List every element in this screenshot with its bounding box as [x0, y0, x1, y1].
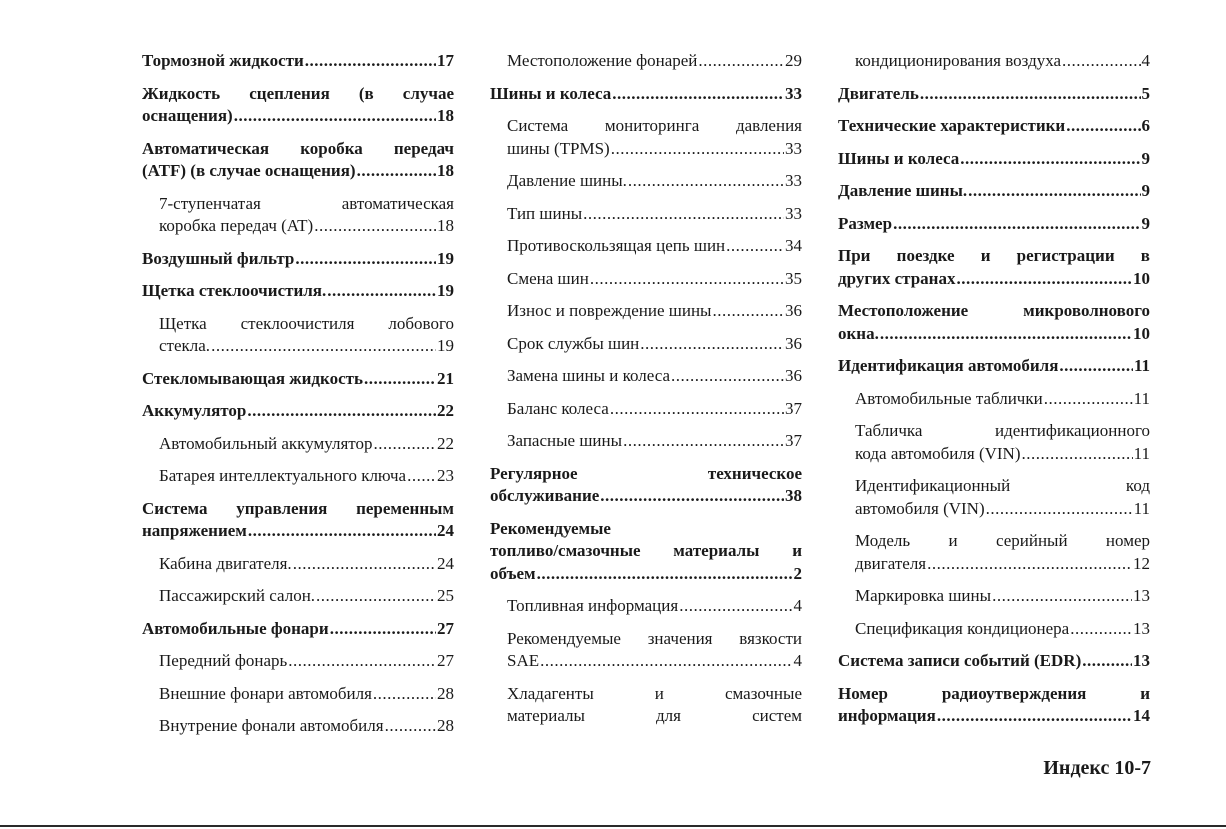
bottom-rule: [0, 825, 1226, 827]
page-number: 9: [1141, 213, 1150, 233]
entry-last-line: [507, 300, 802, 323]
dot-leader: [880, 323, 1132, 346]
entry-last-line: [159, 433, 454, 456]
entry-last-line: [507, 50, 802, 73]
entry-last-line: [855, 553, 1150, 576]
dot-leader: [1070, 618, 1132, 641]
index-heading-entry: [838, 683, 1150, 728]
page-number: 18: [437, 161, 454, 180]
entry-last-line: [142, 105, 454, 128]
entry-line: Рекомендуемые значения вязкости: [507, 628, 802, 648]
dot-leader: [293, 553, 436, 576]
page-number: 14: [1133, 706, 1150, 725]
index-heading-entry: [838, 245, 1150, 290]
page-number: 33: [785, 83, 802, 103]
dot-leader: [698, 50, 784, 73]
index-sub-entry: [142, 585, 454, 608]
entry-last-line: [838, 650, 1150, 673]
entry-line: Регулярное техническое: [490, 463, 802, 483]
index-sub-entry: [142, 465, 454, 488]
dot-leader: [610, 398, 784, 421]
entry-title: Кабина двигателя.: [159, 553, 292, 573]
page-number: 10: [1133, 323, 1150, 343]
entry-line: Идентификационный код: [855, 476, 1150, 495]
entry-title: Батарея интеллектуального ключа: [159, 466, 407, 485]
entry-title: двигателя: [855, 553, 927, 573]
page-number: 11: [1133, 443, 1150, 463]
index-heading-entry: [838, 148, 1150, 171]
index-sub-entry: [490, 50, 802, 73]
dot-leader: [992, 585, 1132, 608]
entry-last-line: [507, 138, 802, 161]
page-number: 4: [793, 651, 802, 670]
entry-title: Пассажирский салон.: [159, 586, 316, 605]
page-number: 4: [793, 596, 802, 615]
entry-title: Щетка стеклоочистиля.: [142, 281, 327, 300]
index-sub-entry: [838, 50, 1150, 73]
entry-last-line: [838, 355, 1150, 378]
entry-last-line: [159, 215, 454, 238]
page-number: 38: [785, 486, 802, 505]
entry-title: шины (TPMS): [507, 138, 610, 158]
entry-title: автомобиля (VIN): [855, 498, 985, 518]
entry-title: Противоскользящая цепь шин: [507, 236, 726, 255]
entry-last-line: [507, 430, 802, 453]
entry-title: SAE: [507, 651, 540, 670]
dot-leader: [540, 650, 792, 673]
entry-last-line: [490, 563, 802, 586]
page-number: 33: [785, 171, 802, 190]
index-sub-entry: [142, 193, 454, 238]
dot-leader: [305, 50, 436, 73]
entry-last-line: [159, 650, 454, 673]
index-sub-entry: [490, 628, 802, 673]
entry-line: Табличка идентификационного: [855, 421, 1150, 440]
dot-leader: [1044, 388, 1133, 411]
index-sub-entry: [142, 313, 454, 358]
entry-last-line: [855, 618, 1150, 641]
page-number: 33: [785, 203, 802, 223]
entry-title: стекла.: [159, 336, 211, 355]
dot-leader: [407, 465, 436, 488]
entry-title: Внешние фонари автомобиля: [159, 683, 372, 703]
index-heading-entry: [142, 83, 454, 128]
entry-last-line: [159, 335, 454, 358]
entry-last-line: [838, 148, 1150, 171]
entry-last-line: [507, 398, 802, 421]
entry-line: Хладагенты и смазочные: [507, 683, 802, 703]
index-heading-entry: [142, 400, 454, 423]
entry-title: (ATF) (в случае оснащения): [142, 161, 356, 180]
entry-title: Передний фонарь: [159, 651, 288, 670]
page-number: 37: [785, 431, 802, 450]
page-number: 34: [785, 236, 802, 255]
entry-title: Смена шин: [507, 268, 589, 288]
page-number: 35: [785, 268, 802, 288]
entry-title: Идентификация автомобиля: [838, 356, 1059, 375]
dot-leader: [628, 170, 784, 193]
index-column-2: [490, 50, 802, 738]
entry-last-line: [838, 268, 1150, 291]
index-heading-entry: [142, 498, 454, 543]
dot-leader: [611, 138, 784, 161]
index-sub-entry: [490, 333, 802, 356]
page-number: 10: [1133, 268, 1150, 288]
index-heading-entry: [838, 650, 1150, 673]
entry-last-line: [142, 160, 454, 183]
dot-leader: [234, 105, 436, 128]
entry-last-line: [507, 170, 802, 193]
page-number: 36: [785, 301, 802, 320]
page-number: 19: [437, 336, 454, 355]
dot-leader: [937, 705, 1132, 728]
dot-leader: [1062, 50, 1140, 73]
dot-leader: [364, 368, 436, 391]
entry-last-line: [838, 115, 1150, 138]
dot-leader: [288, 650, 436, 673]
entry-title: Внутрение фонали автомобиля: [159, 716, 384, 735]
entry-last-line: [159, 465, 454, 488]
index-heading-entry: [490, 518, 802, 586]
entry-title: Автомобильные таблички: [855, 388, 1043, 408]
entry-title: других странах: [838, 268, 956, 288]
index-sub-entry: [490, 430, 802, 453]
dot-leader: [248, 520, 436, 543]
entry-line: Рекомендуемые: [490, 518, 611, 538]
index-sub-entry: [838, 420, 1150, 465]
entry-line: топливо/смазочные материалы и: [490, 541, 802, 560]
dot-leader: [671, 365, 784, 388]
entry-last-line: [838, 323, 1150, 346]
page-number: 18: [437, 106, 454, 125]
index-sub-entry: [490, 300, 802, 323]
index-sub-entry: [490, 203, 802, 226]
index-sub-entry: [142, 433, 454, 456]
entry-line: Модель и серийный номер: [855, 531, 1150, 550]
index-sub-entry: [490, 398, 802, 421]
entry-last-line: [507, 650, 802, 673]
index-heading-entry: [142, 248, 454, 271]
index-column-3: [838, 50, 1150, 738]
entry-title: информация: [838, 706, 936, 725]
entry-line: Номер радиоутверждения и: [838, 683, 1150, 703]
entry-title: Топливная информация: [507, 596, 679, 615]
entry-last-line: [507, 268, 802, 291]
entry-last-line: [855, 585, 1150, 608]
dot-leader: [1082, 650, 1132, 673]
index-heading-entry: [142, 368, 454, 391]
entry-title: Давление шины.: [507, 171, 627, 190]
entry-last-line: [838, 213, 1150, 236]
entry-title: Местоположение фонарей: [507, 51, 698, 70]
index-heading-entry: [142, 618, 454, 641]
index-heading-entry: [838, 355, 1150, 378]
dot-leader: [590, 268, 784, 291]
index-sub-entry: [490, 115, 802, 160]
page-number: 13: [1133, 586, 1150, 605]
page-number: 19: [437, 281, 454, 300]
entry-title: Размер: [838, 213, 893, 233]
entry-title: Технические характеристики: [838, 116, 1066, 135]
index-sub-entry: [142, 650, 454, 673]
entry-title: кондиционирования воздуха: [855, 51, 1062, 70]
page-number: 33: [785, 138, 802, 158]
entry-title: Стекломывающая жидкость: [142, 368, 363, 388]
page-number: 5: [1141, 83, 1150, 103]
page-number: 11: [1133, 356, 1150, 375]
page-number: 21: [437, 368, 454, 388]
page-number: 9: [1141, 148, 1150, 168]
index-sub-entry: [142, 683, 454, 706]
entry-title: Аккумулятор: [142, 401, 247, 420]
page-number: 36: [785, 333, 802, 353]
entry-title: объем: [490, 563, 536, 583]
index-heading-entry: [838, 115, 1150, 138]
page-number: 2: [793, 563, 802, 583]
entry-title: окна.: [838, 323, 879, 343]
entry-last-line: [838, 705, 1150, 728]
dot-leader: [583, 203, 784, 226]
entry-title: Баланс колеса: [507, 398, 609, 418]
dot-leader: [1021, 443, 1132, 466]
index-sub-entry: [838, 585, 1150, 608]
index-sub-entry: [490, 683, 802, 728]
entry-title: напряжением: [142, 521, 247, 540]
entry-title: Спецификация кондиционера: [855, 618, 1070, 638]
entry-line: При поездке и регистрации в: [838, 246, 1150, 265]
dot-leader: [612, 83, 784, 106]
entry-title: коробка передач (AT): [159, 216, 314, 235]
page-number: 4: [1141, 51, 1150, 70]
entry-line: материалы для систем: [507, 706, 802, 725]
entry-title: оснащения): [142, 106, 233, 125]
entry-last-line: [838, 180, 1150, 203]
entry-last-line: [159, 715, 454, 738]
page-number: 6: [1141, 116, 1150, 135]
entry-line: Местоположение микроволнового: [838, 301, 1150, 320]
entry-last-line: [142, 248, 454, 271]
entry-line: Автоматическая коробка передач: [142, 138, 454, 158]
page-number: 27: [437, 651, 454, 670]
page-footer: Индекс 10-7: [1043, 757, 1151, 779]
entry-title: Износ и повреждение шины: [507, 301, 712, 320]
index-heading-entry: [142, 280, 454, 303]
index-heading-entry: [142, 50, 454, 73]
entry-last-line: [855, 498, 1150, 521]
entry-last-line: [142, 280, 454, 303]
index-sub-entry: [490, 235, 802, 258]
entry-last-line: [838, 83, 1150, 106]
entry-last-line: [490, 485, 802, 508]
dot-leader: [316, 585, 436, 608]
index-heading-entry: [142, 138, 454, 183]
entry-last-line: [159, 553, 454, 576]
dot-leader: [211, 335, 436, 358]
entry-title: Система записи событий (EDR): [838, 651, 1082, 670]
dot-leader: [712, 300, 784, 323]
entry-title: Давление шины.: [838, 181, 968, 200]
index-heading-entry: [490, 83, 802, 106]
index-sub-entry: [838, 388, 1150, 411]
entry-last-line: [142, 520, 454, 543]
dot-leader: [385, 715, 436, 738]
index-sub-entry: [490, 268, 802, 291]
entry-last-line: [507, 595, 802, 618]
dot-leader: [893, 213, 1140, 236]
page-number: 28: [437, 683, 454, 703]
index-sub-entry: [142, 553, 454, 576]
entry-line: Система мониторинга давления: [507, 116, 802, 135]
page-number: 19: [437, 248, 454, 268]
page-number: 22: [437, 401, 454, 420]
page-number: 9: [1141, 181, 1150, 200]
entry-last-line: [142, 618, 454, 641]
entry-title: обслуживание: [490, 486, 600, 505]
dot-leader: [1059, 355, 1133, 378]
entry-title: Замена шины и колеса: [507, 366, 670, 385]
page-number: 13: [1133, 651, 1150, 670]
page-number: 29: [785, 51, 802, 70]
dot-leader: [968, 180, 1140, 203]
entry-line: Жидкость сцепления (в случае: [142, 83, 454, 103]
entry-title: Тормозной жидкости: [142, 51, 304, 70]
entry-line: Щетка стеклоочистиля лобового: [159, 313, 454, 333]
index-sub-entry: [142, 715, 454, 738]
dot-leader: [726, 235, 784, 258]
page-number: 37: [785, 398, 802, 418]
page-number: 24: [437, 521, 454, 540]
dot-leader: [330, 618, 436, 641]
dot-leader: [314, 215, 436, 238]
index-column-1: [142, 50, 454, 748]
page-number: 17: [437, 51, 454, 70]
dot-leader: [679, 595, 792, 618]
index-sub-entry: [490, 365, 802, 388]
entry-last-line: [507, 365, 802, 388]
entry-last-line: [855, 50, 1150, 73]
page-number: 13: [1133, 618, 1150, 638]
page-number: 23: [437, 466, 454, 485]
entry-title: Автомобильный аккумулятор: [159, 433, 373, 453]
index-sub-entry: [490, 170, 802, 193]
page-number: 22: [437, 433, 454, 453]
entry-last-line: [490, 83, 802, 106]
dot-leader: [537, 563, 793, 586]
entry-title: Срок службы шин: [507, 333, 640, 353]
page-number: 27: [437, 618, 454, 638]
dot-leader: [623, 430, 784, 453]
entry-line: 7-ступенчатая автоматическая: [159, 193, 454, 213]
entry-title: Тип шины: [507, 203, 583, 223]
entry-title: Автомобильные фонари: [142, 618, 329, 638]
dot-leader: [986, 498, 1133, 521]
entry-last-line: [855, 443, 1150, 466]
entry-last-line: [159, 585, 454, 608]
dot-leader: [327, 280, 436, 303]
page-number: 12: [1133, 553, 1150, 573]
page-number: 25: [437, 586, 454, 605]
entry-title: Шины и колеса: [838, 148, 960, 168]
dot-leader: [640, 333, 784, 356]
entry-line: Система управления переменным: [142, 498, 454, 518]
entry-title: Воздушный фильтр: [142, 248, 295, 268]
page-number: 36: [785, 366, 802, 385]
index-heading-entry: [838, 300, 1150, 345]
entry-title: Шины и колеса: [490, 83, 612, 103]
index-heading-entry: [490, 463, 802, 508]
page-number: 24: [437, 553, 454, 573]
dot-leader: [960, 148, 1140, 171]
entry-last-line: [159, 683, 454, 706]
dot-leader: [295, 248, 436, 271]
page-number: 11: [1133, 388, 1150, 408]
index-heading-entry: [838, 180, 1150, 203]
entry-last-line: [142, 400, 454, 423]
page-number: 18: [437, 216, 454, 235]
dot-leader: [1066, 115, 1140, 138]
index-sub-entry: [838, 530, 1150, 575]
dot-leader: [956, 268, 1132, 291]
entry-title: кода автомобиля (VIN): [855, 443, 1021, 463]
index-sub-entry: [838, 475, 1150, 520]
dot-leader: [920, 83, 1141, 106]
dot-leader: [927, 553, 1132, 576]
entry-last-line: [507, 235, 802, 258]
dot-leader: [247, 400, 436, 423]
index-heading-entry: [838, 213, 1150, 236]
index-sub-entry: [838, 618, 1150, 641]
entry-last-line: [142, 50, 454, 73]
entry-last-line: [142, 368, 454, 391]
entry-last-line: [507, 333, 802, 356]
page-number: 28: [437, 716, 454, 735]
index-sub-entry: [490, 595, 802, 618]
entry-last-line: [507, 203, 802, 226]
page-number: 11: [1133, 498, 1150, 518]
entry-title: Маркировка шины: [855, 586, 992, 605]
entry-last-line: [855, 388, 1150, 411]
dot-leader: [373, 683, 436, 706]
entry-title: Двигатель: [838, 83, 919, 103]
index-heading-entry: [838, 83, 1150, 106]
dot-leader: [374, 433, 437, 456]
entry-title: Запасные шины: [507, 431, 623, 450]
dot-leader: [357, 160, 436, 183]
dot-leader: [600, 485, 784, 508]
